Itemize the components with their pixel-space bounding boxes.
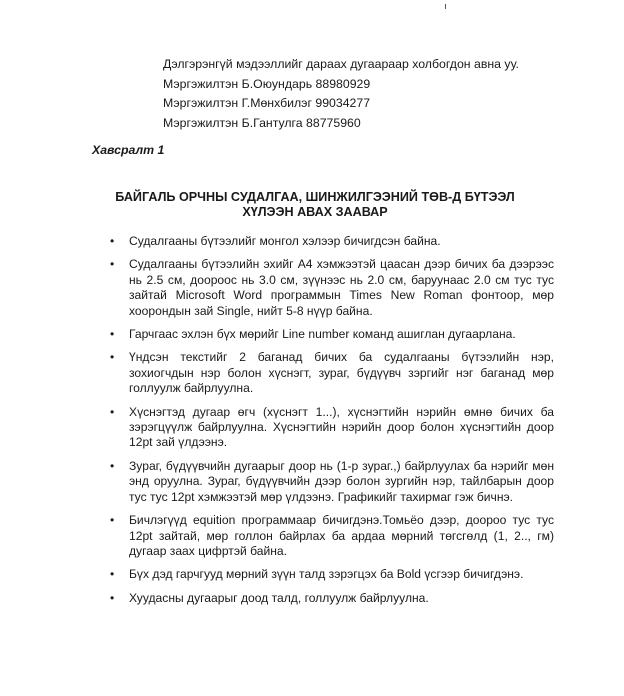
list-item-text: Судалгааны бүтээлийн эхийг А4 хэмжээтэй цаасан дээр бичих ба дээрээс нь 2.5 см, доороос нь 3.0 см, зүүнээс нь 2.0 см, баруунаас 2.0 см тус тус зайтай Microsoft Word программын Times New Roman фонтоор, мөр хоорондын зай Single, нийт 5-8 нүүр байна. <box>129 257 554 318</box>
list-item-text: Бичлэгүүд equition программаар бичигдэнэ.Томьёо дээр, доороо тус тус 12pt зайтай, мөр голлон байрлах ба ардаа мөрний төгсгөлд (1, 2.., гм) дугаар заах цифртэй байна. <box>129 513 554 558</box>
list-item-text: Үндсэн текстийг 2 баганад бичих ба судалгааны бүтээлийн нэр, зохиогчдын нэр болон хүснэгт, зураг, бүдүүвч зэргийг нэг баганад мөр голлуулж байрлуулна. <box>129 350 554 396</box>
list-item-text: Хүснэгтэд дугаар өгч (хүснэгт 1...), хүснэгтийн нэрийн өмнө бичих ба зэрэгцүүлж байрлуулна. Хүснэгтийн нэрийн доор болон хүснэгтийн доор 12pt зай үлдээнэ. <box>129 404 554 450</box>
contact-line: Мэргэжилтэн Б.Гантулга 88775960 <box>163 115 361 130</box>
instruction-list <box>110 234 554 614</box>
list-item-text: Бүх дэд гарчгууд мөрний зүүн талд зэрэгцэх ба Bold үсгээр бичигдэнэ. <box>129 567 524 582</box>
list-item <box>110 567 554 582</box>
bullet-icon: • <box>110 590 115 605</box>
list-item <box>110 350 554 396</box>
bullet-icon: • <box>110 458 115 473</box>
list-item-text: Гарчгаас эхлэн бүх мөрийг Line number команд ашиглан дугаарлана. <box>129 327 516 342</box>
appendix-label: Хавсралт 1 <box>92 143 165 157</box>
list-item <box>110 234 554 249</box>
bullet-icon: • <box>110 234 115 248</box>
bullet-icon: • <box>110 350 115 365</box>
list-item-text: Хуудасны дугаарыг доод талд, голлуулж байрлуулна. <box>129 590 429 605</box>
list-item <box>110 459 554 505</box>
list-item <box>110 591 554 606</box>
list-item-text: Зураг, бүдүүвчийн дугаарыг доор нь (1-р зураг.,) байрлуулах ба нэрийг мөн энд оруулна. Зураг, бүдүүвчийн дээр болон зургийн нэр, тайлбарын доор тус тус 12pt хэмжээтэй мөр үлдээнэ. Графикийг тахирмаг гэж бичнэ. <box>129 458 554 504</box>
list-item-text: Судалгааны бүтээлийг монгол хэлээр бичигдсэн байна. <box>129 234 441 248</box>
contact-line: Мэргэжилтэн Г.Мөнхбилэг 99034277 <box>163 96 371 110</box>
bullet-icon: • <box>110 567 115 582</box>
contact-intro: Дэлгэрэнгүй мэдээллийг дараах дугаараар холбогдон авна уу. <box>163 57 519 71</box>
contact-block <box>163 55 583 133</box>
bullet-icon: • <box>110 513 115 528</box>
list-item <box>110 405 554 451</box>
list-item <box>110 513 554 559</box>
document-title: БАЙГАЛЬ ОРЧНЫ СУДАЛГАА, ШИНЖИЛГЭЭНИЙ ТӨВ-Д БҮТЭЭЛ ХҮЛЭЭН АВАХ ЗААВАР <box>115 190 515 219</box>
contact-line: Мэргэжилтэн Б.Оюундарь 88980929 <box>163 76 371 91</box>
list-item <box>110 327 554 342</box>
bullet-icon: • <box>110 257 115 272</box>
list-item <box>110 257 554 319</box>
bullet-icon: • <box>110 327 115 342</box>
bullet-icon: • <box>110 404 115 419</box>
scan-mark <box>445 4 446 9</box>
